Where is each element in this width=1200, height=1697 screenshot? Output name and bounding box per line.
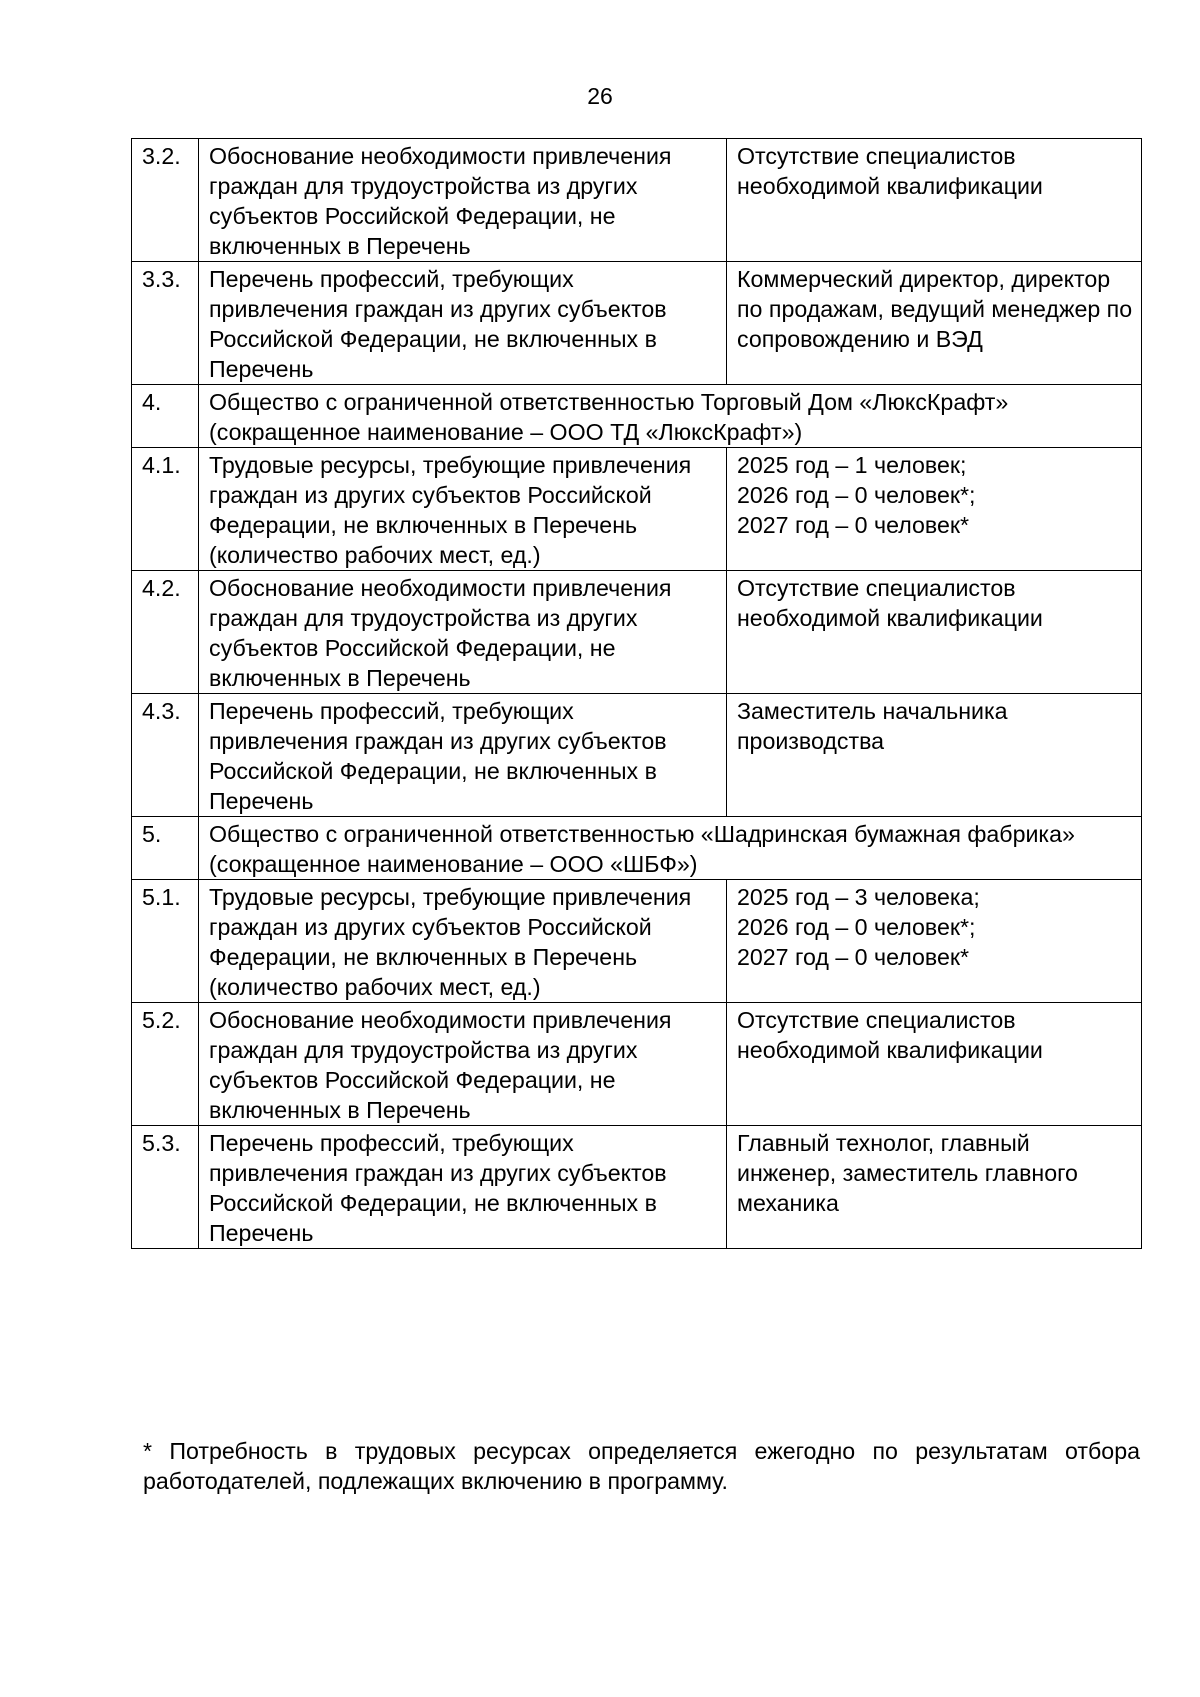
row-value: Заместитель начальника производства	[727, 694, 1142, 817]
value-line: 2025 год – 3 человека;	[737, 884, 980, 910]
row-value: Коммерческий директор, директор по продажам, ведущий менеджер по сопровождению и ВЭД	[727, 262, 1142, 385]
row-value: Отсутствие специалистов необходимой квалификации	[727, 571, 1142, 694]
value-line: 2027 год – 0 человек*	[737, 512, 970, 538]
value-line: 2026 год – 0 человек*;	[737, 482, 976, 508]
row-description: Обоснование необходимости привлечения граждан для трудоустройства из других субъектов Российской Федерации, не включенных в Перечень	[199, 1003, 727, 1126]
requirements-table	[131, 138, 1142, 1249]
row-number: 3.2.	[132, 139, 199, 262]
row-number: 5.3.	[132, 1126, 199, 1249]
row-description: Перечень профессий, требующих привлечения граждан из других субъектов Российской Федерации, не включенных в Перечень	[199, 1126, 727, 1249]
row-description: Трудовые ресурсы, требующие привлечения граждан из других субъектов Российской Федерации, не включенных в Перечень (количество рабочих мест, ед.)	[199, 448, 727, 571]
row-number: 5.	[132, 817, 199, 880]
table-row	[132, 139, 1142, 262]
row-number: 4.2.	[132, 571, 199, 694]
row-value: Отсутствие специалистов необходимой квалификации	[727, 139, 1142, 262]
table-row	[132, 880, 1142, 1003]
table-row	[132, 262, 1142, 385]
row-value: Отсутствие специалистов необходимой квалификации	[727, 1003, 1142, 1126]
table-row	[132, 694, 1142, 817]
row-description: Обоснование необходимости привлечения граждан для трудоустройства из других субъектов Российской Федерации, не включенных в Перечень	[199, 571, 727, 694]
row-number: 3.3.	[132, 262, 199, 385]
row-value	[727, 448, 1142, 571]
row-number: 5.2.	[132, 1003, 199, 1126]
value-line: 2025 год – 1 человек;	[737, 452, 967, 478]
value-line: 2026 год – 0 человек*;	[737, 914, 976, 940]
row-number: 5.1.	[132, 880, 199, 1003]
row-description: Перечень профессий, требующих привлечения граждан из других субъектов Российской Федерации, не включенных в Перечень	[199, 262, 727, 385]
organization-row	[132, 385, 1142, 448]
row-description: Обоснование необходимости привлечения граждан для трудоустройства из других субъектов Российской Федерации, не включенных в Перечень	[199, 139, 727, 262]
row-description: Перечень профессий, требующих привлечения граждан из других субъектов Российской Федерации, не включенных в Перечень	[199, 694, 727, 817]
page-number: 26	[587, 83, 613, 109]
table-row	[132, 1003, 1142, 1126]
row-value	[727, 880, 1142, 1003]
organization-name: Общество с ограниченной ответственностью «Шадринская бумажная фабрика» (сокращенное наименование – ООО «ШБФ»)	[199, 817, 1142, 880]
table-row	[132, 571, 1142, 694]
value-line: 2027 год – 0 человек*	[737, 944, 970, 970]
organization-row	[132, 817, 1142, 880]
row-number: 4.1.	[132, 448, 199, 571]
table-row	[132, 1126, 1142, 1249]
row-number: 4.	[132, 385, 199, 448]
organization-name: Общество с ограниченной ответственностью Торговый Дом «ЛюксКрафт» (сокращенное наименование – ООО ТД «ЛюксКрафт»)	[199, 385, 1142, 448]
row-value: Главный технолог, главный инженер, заместитель главного механика	[727, 1126, 1142, 1249]
footnote: * Потребность в трудовых ресурсах определяется ежегодно по результатам отбора работодателей, подлежащих включению в программу.	[143, 1438, 1140, 1495]
row-description: Трудовые ресурсы, требующие привлечения граждан из других субъектов Российской Федерации, не включенных в Перечень (количество рабочих мест, ед.)	[199, 880, 727, 1003]
table-row	[132, 448, 1142, 571]
row-number: 4.3.	[132, 694, 199, 817]
